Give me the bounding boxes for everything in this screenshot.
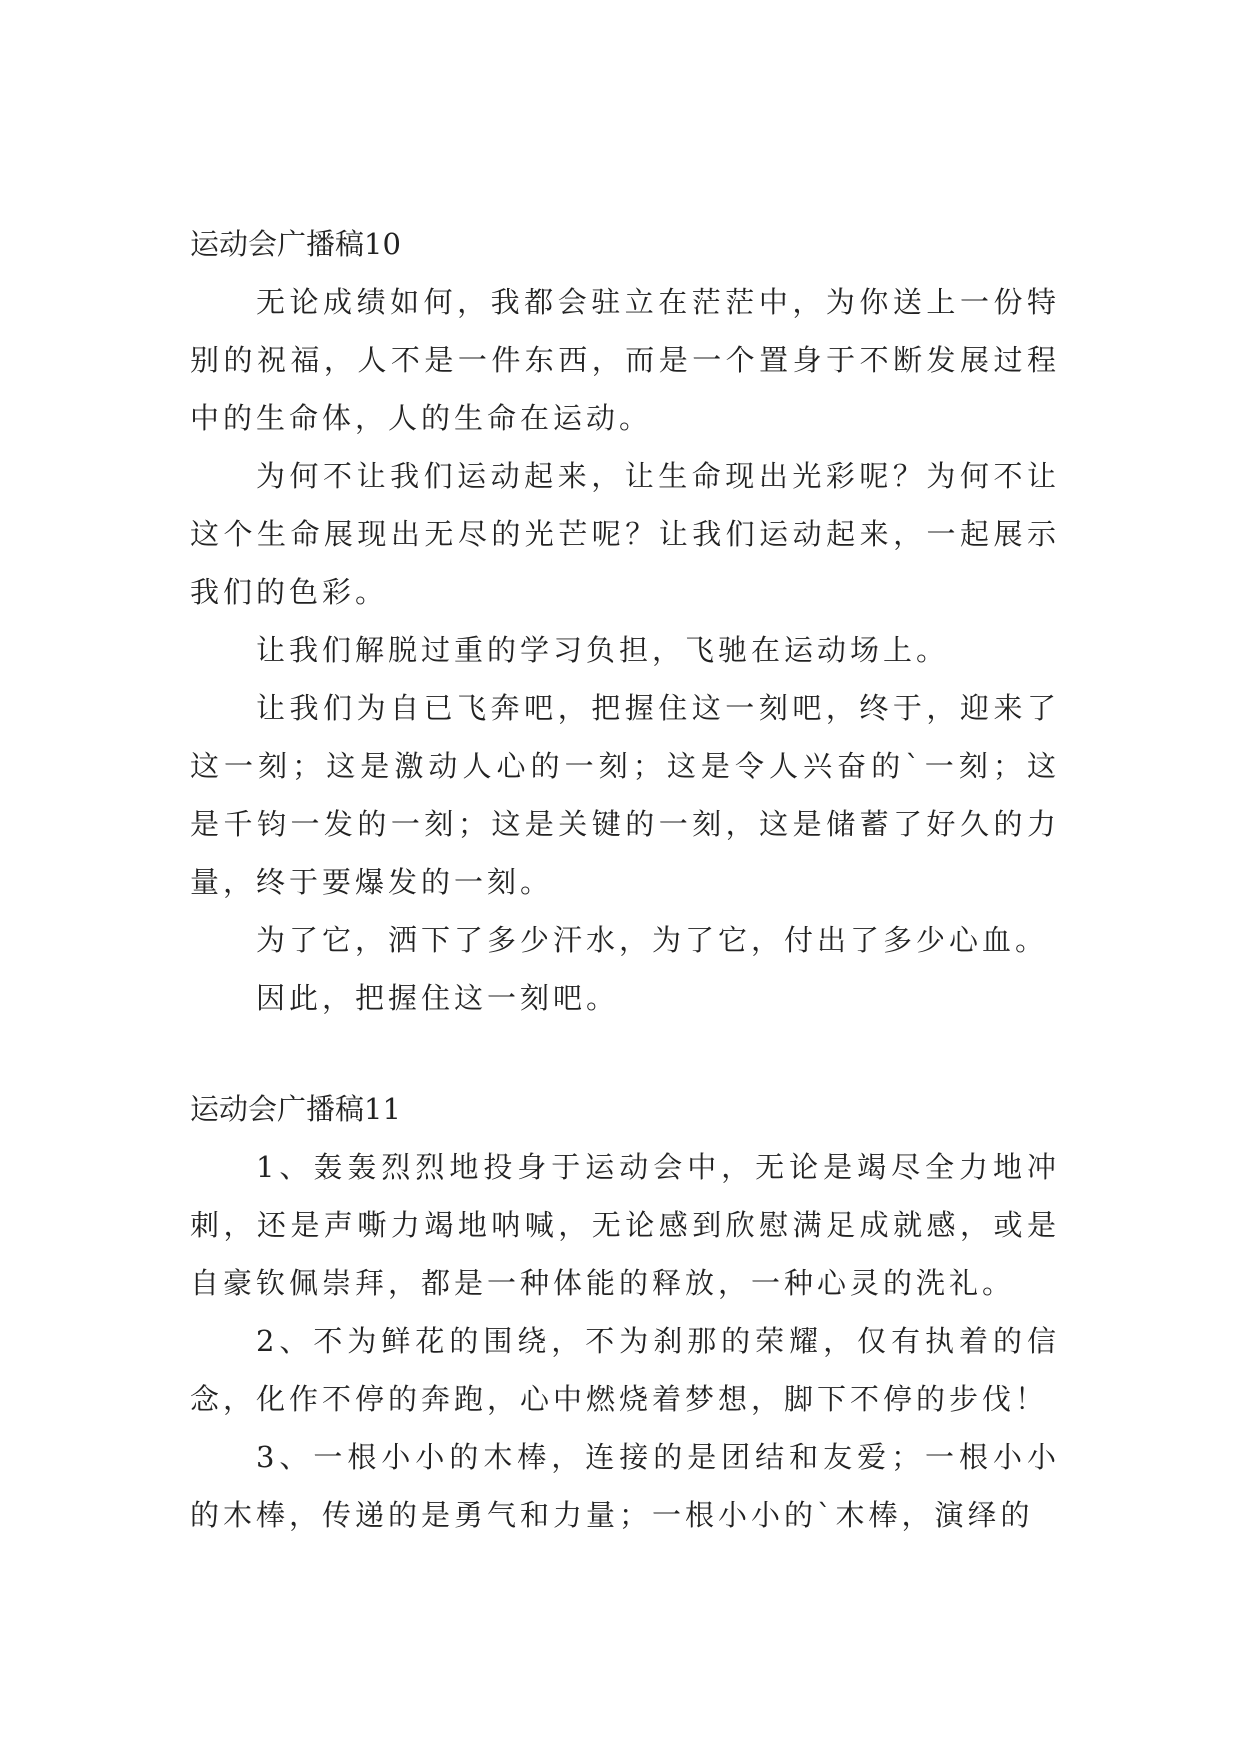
paragraph: 让我们为自已飞奔吧，把握住这一刻吧，终于，迎来了这一刻；这是激动人心的一刻；这是令人兴奋的`一刻；这是千钧一发的一刻；这是关键的一刻，这是储蓄了好久的力量，终于要爆发的一刻。 bbox=[190, 691, 1060, 899]
paragraph: 为了它，洒下了多少汗水，为了它，付出了多少心血。 bbox=[256, 923, 1049, 957]
section-spacer bbox=[190, 1027, 1060, 1081]
paragraph: 让我们解脱过重的学习负担，飞驰在运动场上。 bbox=[256, 633, 950, 667]
paragraph: 2、不为鲜花的围绕，不为刹那的荣耀，仅有执着的信念，化作不停的奔跑，心中燃烧着梦想，脚下不停的步伐！ bbox=[190, 1324, 1060, 1416]
paragraph: 为何不让我们运动起来，让生命现出光彩呢？为何不让这个生命展现出无尽的光芒呢？让我们运动起来，一起展示我们的色彩。 bbox=[190, 459, 1060, 609]
paragraph: 无论成绩如何，我都会驻立在茫茫中，为你送上一份特别的祝福，人不是一件东西，而是一个置身于不断发展过程中的生命体，人的生命在运动。 bbox=[190, 285, 1060, 435]
paragraph: 1、轰轰烈烈地投身于运动会中，无论是竭尽全力地冲刺，还是声嘶力竭地呐喊，无论感到欣慰满足成就感，或是自豪钦佩崇拜，都是一种体能的释放，一种心灵的洗礼。 bbox=[190, 1150, 1060, 1300]
paragraph: 3、一根小小的木棒，连接的是团结和友爱；一根小小的木棒，传递的是勇气和力量；一根小小的`木棒，演绎的 bbox=[190, 1440, 1060, 1532]
document-body bbox=[190, 216, 1060, 1544]
section-heading-10: 运动会广播稿10 bbox=[190, 227, 401, 261]
paragraph: 因此，把握住这一刻吧。 bbox=[256, 981, 620, 1015]
section-heading-11: 运动会广播稿11 bbox=[190, 1092, 401, 1126]
